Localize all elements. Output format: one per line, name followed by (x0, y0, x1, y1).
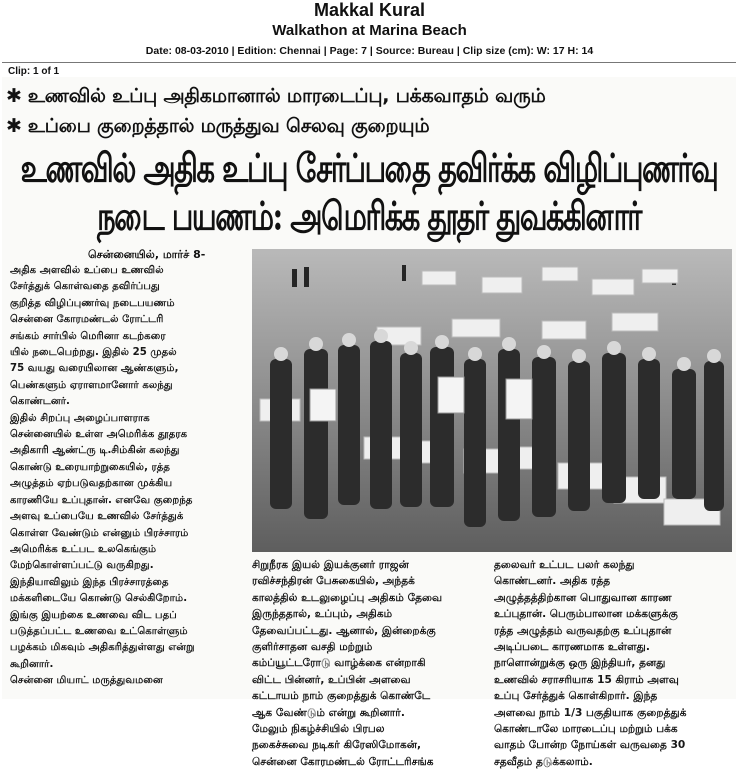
article-title-line-1: உணவில் அதிக உப்பு சேர்ப்பதை தவிர்க்க விழிப்புணர்வு (20, 145, 718, 191)
article-column-2 (252, 557, 488, 770)
column-1-text: அதிக அளவில் உப்பை உணவில் சேர்த்துக் கொள்வதை தவிர்ப்பது குறித்த விழிப்புணர்வு நடைபயணம் சென்னை கோரமண்டல் ரோட்டரி சங்கம் சார்பில் மெரினா கடற்கரை யில் நடைபெற்றது. இதில் 25 முதல் 75 வயது வரையிலான ஆண்களும், பெண்களும் ஏராளமானோர் கலந்து கொண்டனர். இதில் சிறப்பு அழைப்பாளராக சென்னையில் உள்ள அமெரிக்க தூதரக அதிகாரி ஆண்ட்ரு டி.சிம்கின் கலந்து கொண்டு உரையாற்றுகையில், ரத்த அழுத்தம் ஏற்படுவதற்கான முக்கிய காரணியே உப்புதான். எனவே குறைந்த அளவு உப்பையே உணவில் சேர்த்துக் கொள்ள வேண்டும் என்னும் பிரச்சாரம் அமெரிக்க உட்பட உலகெங்கும் மேற்கொள்ளப்பட்டு வருகிறது. இந்தியாவிலும் இந்த பிரச்சாரத்தை மக்களிடையே கொண்டு செல்கிறோம். இங்கு இயற்கை உணவை விட பதப் படுத்தப்பட்ட உணவை உட்கொள்ளும் பழக்கம் மிகவும் அதிகரித்துள்ளது என்று கூறினார். சென்னை மியாட் மருத்துவமனை (10, 265, 195, 687)
clip-metadata: Date: 08-03-2010 | Edition: Chennai | Page: 7 | Source: Bureau | Clip size (cm): W: 17 H: 14 (145, 45, 594, 57)
clip-headline: Walkathon at Marina Beach (272, 22, 467, 39)
article-column-1 (10, 263, 246, 690)
newspaper-clipping (2, 77, 736, 768)
star-icon: ✱ (6, 115, 22, 137)
header-divider (2, 62, 736, 63)
bullet-line-1 (6, 85, 546, 110)
column-2-text: சிறுநீரக இயல் இயக்குனர் ராஜன் ரவிச்சந்திரன் பேசுகையில், அந்தக் காலத்தில் உடலுழைப்பு அதிகம் தேவை இருந்ததால், உப்பும், அதிகம் தேவைப்பட்டது. ஆனால், இன்றைக்கு குளிர்சாதன வசதி மற்றும் கம்ப்யூட்டரோடு வாழ்க்கை என்றாகி விட்ட பின்னர், உப்பின் அளவை கட்டாயம் நாம் குறைத்துக் கொண்டே ஆக வேண்டும் என்று கூறினார். மேலும் நிகழ்ச்சியில் பிரபல நகைச்சுவை நடிகர் கிரேஸிமோகன், சென்னை கோரமண்டல் ரோட்டரிசங்க (252, 559, 443, 768)
article-title-line-2: நடை பயணம்: அமெரிக்க தூதர் துவக்கினார் (97, 193, 641, 239)
column-3-text: தலைவர் உட்பட பலர் கலந்து கொண்டனர். அதிக ரத்த அழுத்தத்திற்கான பொதுவான காரண உப்புதான். பெரும்பாலான மக்களுக்கு ரத்த அழுத்தம் வருவதற்கு உப்புதான் அடிப்படை காரணமாக உள்ளது. நாளொன்றுக்கு ஒரு இந்தியர், தனது உணவில் சராசரியாக 15 கிராம் அளவு உப்பு சேர்த்துக் கொள்கிறார். இந்த அளவை நாம் 1/3 பகுதியாக குறைத்துக் கொண்டாலே மாரடைப்பு மற்றும் பக்க வாதம் போன்ற நோய்கள் வருவதை 30 சதவீதம் தடுக்கலாம். (494, 559, 687, 768)
photo-icon (252, 249, 732, 552)
bullet-line-2 (6, 115, 430, 140)
star-icon: ✱ (6, 85, 22, 107)
clip-counter: Clip: 1 of 1 (8, 66, 60, 77)
walkathon-photo (252, 249, 732, 552)
bullet-text-1: உணவில் உப்பு அதிகமானால் மாரடைப்பு, பக்கவாதம் வரும் (27, 85, 546, 107)
publication-name: Makkal Kural (313, 0, 426, 20)
article-dateline: சென்னையில், மார்ச் 8- (88, 248, 206, 261)
article-column-3 (494, 557, 730, 770)
bullet-text-2: உப்பை குறைத்தால் மருத்துவ செலவு குறையும் (27, 115, 430, 137)
